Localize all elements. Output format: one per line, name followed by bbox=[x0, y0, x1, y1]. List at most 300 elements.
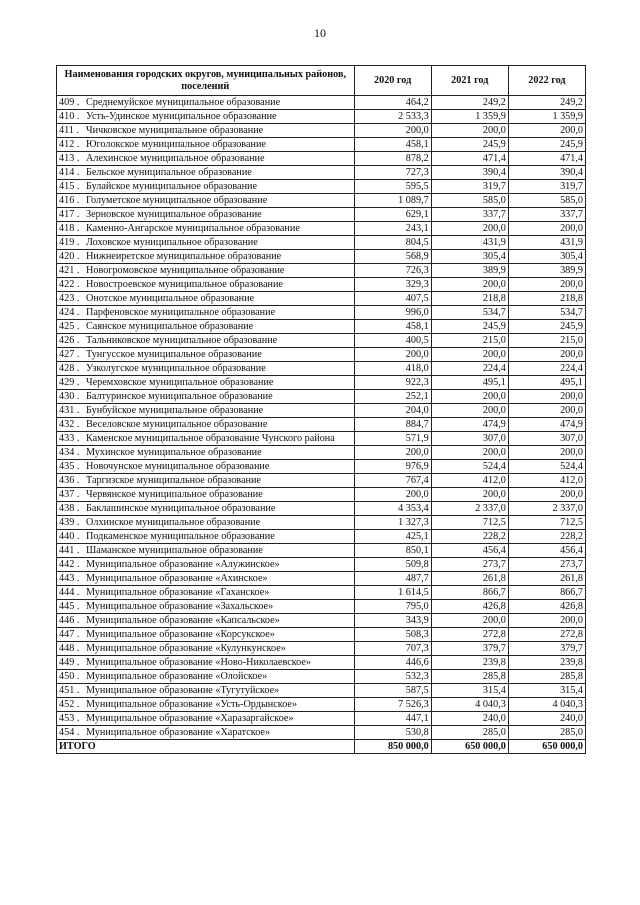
value-2022: 712,5 bbox=[508, 516, 585, 530]
row-number: 411 . bbox=[59, 125, 79, 136]
table-row bbox=[57, 110, 586, 124]
table-row bbox=[57, 236, 586, 250]
value-2022: 261,8 bbox=[508, 572, 585, 586]
table-row bbox=[57, 292, 586, 306]
value-2021: 412,0 bbox=[431, 474, 508, 488]
municipality-name: Чичковское муниципальное образование bbox=[86, 125, 264, 136]
value-2022: 390,4 bbox=[508, 166, 585, 180]
municipality-name: Тунгусское муниципальное образование bbox=[86, 349, 262, 360]
value-2022: 272,8 bbox=[508, 628, 585, 642]
table-row bbox=[57, 250, 586, 264]
municipality-cell bbox=[57, 404, 355, 418]
municipality-cell bbox=[57, 278, 355, 292]
value-2022: 412,0 bbox=[508, 474, 585, 488]
value-2021: 200,0 bbox=[431, 614, 508, 628]
municipality-name: Голуметское муниципальное образование bbox=[86, 195, 268, 206]
municipality-cell bbox=[57, 502, 355, 516]
value-2022: 337,7 bbox=[508, 208, 585, 222]
total-2021: 650 000,0 bbox=[431, 740, 508, 754]
row-number: 443 . bbox=[59, 573, 80, 584]
municipality-cell bbox=[57, 138, 355, 152]
municipality-name: Олхинское муниципальное образование bbox=[86, 517, 261, 528]
value-2021: 2 337,0 bbox=[431, 502, 508, 516]
header-2022: 2022 год bbox=[508, 66, 585, 96]
municipality-cell bbox=[57, 558, 355, 572]
table-body bbox=[57, 96, 586, 754]
municipality-name: Онотское муниципальное образование bbox=[86, 293, 255, 304]
municipality-cell bbox=[57, 600, 355, 614]
value-2022: 200,0 bbox=[508, 348, 585, 362]
total-row bbox=[57, 740, 586, 754]
municipality-cell bbox=[57, 516, 355, 530]
value-2020: 464,2 bbox=[354, 96, 431, 110]
value-2021: 200,0 bbox=[431, 488, 508, 502]
municipality-cell bbox=[57, 110, 355, 124]
municipality-cell bbox=[57, 712, 355, 726]
row-number: 434 . bbox=[59, 447, 80, 458]
municipality-name: Таргизское муниципальное образование bbox=[86, 475, 261, 486]
header-2020: 2020 год bbox=[354, 66, 431, 96]
value-2021: 307,0 bbox=[431, 432, 508, 446]
header-name-column: Наименования городских округов, муниципальных районов, поселений bbox=[57, 66, 355, 96]
table-row bbox=[57, 264, 586, 278]
municipality-cell bbox=[57, 474, 355, 488]
value-2022: 1 359,9 bbox=[508, 110, 585, 124]
municipality-name: Усть-Удинское муниципальное образование bbox=[86, 111, 277, 122]
value-2021: 379,7 bbox=[431, 642, 508, 656]
value-2020: 726,3 bbox=[354, 264, 431, 278]
value-2022: 285,0 bbox=[508, 726, 585, 740]
value-2020: 795,0 bbox=[354, 600, 431, 614]
table-row bbox=[57, 600, 586, 614]
value-2021: 585,0 bbox=[431, 194, 508, 208]
value-2022: 200,0 bbox=[508, 614, 585, 628]
row-number: 437 . bbox=[59, 489, 80, 500]
value-2021: 4 040,3 bbox=[431, 698, 508, 712]
municipality-cell bbox=[57, 222, 355, 236]
row-number: 436 . bbox=[59, 475, 80, 486]
row-number: 423 . bbox=[59, 293, 80, 304]
row-number: 420 . bbox=[59, 251, 80, 262]
municipality-name: Юголокское муниципальное образование bbox=[86, 139, 266, 150]
municipality-cell bbox=[57, 656, 355, 670]
table-row bbox=[57, 642, 586, 656]
municipality-cell bbox=[57, 530, 355, 544]
row-number: 429 . bbox=[59, 377, 80, 388]
value-2020: 571,9 bbox=[354, 432, 431, 446]
value-2020: 252,1 bbox=[354, 390, 431, 404]
municipality-name: Муниципальное образование «Ахинское» bbox=[86, 573, 268, 584]
value-2021: 426,8 bbox=[431, 600, 508, 614]
municipality-cell bbox=[57, 586, 355, 600]
municipality-cell bbox=[57, 642, 355, 656]
table-row bbox=[57, 348, 586, 362]
value-2022: 245,9 bbox=[508, 320, 585, 334]
value-2020: 7 526,3 bbox=[354, 698, 431, 712]
table-row bbox=[57, 558, 586, 572]
row-number: 446 . bbox=[59, 615, 80, 626]
value-2021: 272,8 bbox=[431, 628, 508, 642]
row-number: 417 . bbox=[59, 209, 80, 220]
table-row bbox=[57, 516, 586, 530]
table-row bbox=[57, 698, 586, 712]
municipality-name: Каменно-Ангарское муниципальное образование bbox=[86, 223, 300, 234]
table-row bbox=[57, 222, 586, 236]
row-number: 416 . bbox=[59, 195, 80, 206]
value-2020: 878,2 bbox=[354, 152, 431, 166]
value-2022: 200,0 bbox=[508, 390, 585, 404]
value-2022: 224,4 bbox=[508, 362, 585, 376]
value-2020: 587,5 bbox=[354, 684, 431, 698]
municipality-name: Балтуринское муниципальное образование bbox=[86, 391, 273, 402]
page-number: 10 bbox=[314, 26, 326, 40]
municipality-cell bbox=[57, 460, 355, 474]
row-number: 444 . bbox=[59, 587, 80, 598]
value-2021: 471,4 bbox=[431, 152, 508, 166]
municipality-name: Черемховское муниципальное образование bbox=[86, 377, 274, 388]
value-2022: 389,9 bbox=[508, 264, 585, 278]
value-2022: 200,0 bbox=[508, 124, 585, 138]
table-row bbox=[57, 404, 586, 418]
municipality-cell bbox=[57, 390, 355, 404]
value-2021: 1 359,9 bbox=[431, 110, 508, 124]
value-2022: 240,0 bbox=[508, 712, 585, 726]
municipality-cell bbox=[57, 208, 355, 222]
value-2022: 273,7 bbox=[508, 558, 585, 572]
value-2020: 509,8 bbox=[354, 558, 431, 572]
municipality-name: Веселовское муниципальное образование bbox=[86, 419, 268, 430]
value-2021: 224,4 bbox=[431, 362, 508, 376]
table-row bbox=[57, 572, 586, 586]
municipality-cell bbox=[57, 250, 355, 264]
value-2022: 866,7 bbox=[508, 586, 585, 600]
value-2020: 200,0 bbox=[354, 488, 431, 502]
value-2020: 532,3 bbox=[354, 670, 431, 684]
municipality-cell bbox=[57, 236, 355, 250]
value-2020: 1 327,3 bbox=[354, 516, 431, 530]
municipality-cell bbox=[57, 614, 355, 628]
row-number: 410 . bbox=[59, 111, 80, 122]
municipality-name: Муниципальное образование «Гаханское» bbox=[86, 587, 270, 598]
municipality-name: Среднемуйское муниципальное образование bbox=[86, 97, 281, 108]
municipality-name: Новогромовское муниципальное образование bbox=[86, 265, 285, 276]
row-number: 415 . bbox=[59, 181, 80, 192]
municipality-cell bbox=[57, 264, 355, 278]
table-row bbox=[57, 418, 586, 432]
value-2022: 200,0 bbox=[508, 446, 585, 460]
table-row bbox=[57, 712, 586, 726]
row-number: 450 . bbox=[59, 671, 80, 682]
municipality-name: Подкаменское муниципальное образование bbox=[86, 531, 275, 542]
municipality-name: Муниципальное образование «Тугутуйское» bbox=[86, 685, 280, 696]
municipality-cell bbox=[57, 292, 355, 306]
value-2021: 285,0 bbox=[431, 726, 508, 740]
row-number: 438 . bbox=[59, 503, 80, 514]
value-2022: 431,9 bbox=[508, 236, 585, 250]
value-2020: 922,3 bbox=[354, 376, 431, 390]
municipality-name: Алехинское муниципальное образование bbox=[86, 153, 265, 164]
municipality-cell bbox=[57, 684, 355, 698]
municipality-cell bbox=[57, 418, 355, 432]
municipality-name: Бельское муниципальное образование bbox=[86, 167, 252, 178]
total-2020: 850 000,0 bbox=[354, 740, 431, 754]
row-number: 442 . bbox=[59, 559, 80, 570]
municipality-name: Муниципальное образование «Харазаргайское» bbox=[86, 713, 294, 724]
row-number: 430 . bbox=[59, 391, 80, 402]
row-number: 433 . bbox=[59, 433, 80, 444]
row-number: 454 . bbox=[59, 727, 80, 738]
value-2021: 389,9 bbox=[431, 264, 508, 278]
municipality-name: Мухинское муниципальное образование bbox=[86, 447, 262, 458]
table-row bbox=[57, 306, 586, 320]
table-row bbox=[57, 124, 586, 138]
value-2020: 884,7 bbox=[354, 418, 431, 432]
value-2020: 204,0 bbox=[354, 404, 431, 418]
value-2022: 471,4 bbox=[508, 152, 585, 166]
value-2022: 2 337,0 bbox=[508, 502, 585, 516]
municipality-name: Булайское муниципальное образование bbox=[86, 181, 257, 192]
table-row bbox=[57, 362, 586, 376]
municipality-name: Червянское муниципальное образование bbox=[86, 489, 263, 500]
value-2022: 4 040,3 bbox=[508, 698, 585, 712]
row-number: 431 . bbox=[59, 405, 80, 416]
row-number: 427 . bbox=[59, 349, 80, 360]
value-2021: 245,9 bbox=[431, 320, 508, 334]
table-row bbox=[57, 432, 586, 446]
municipality-name: Муниципальное образование «Капсальское» bbox=[86, 615, 280, 626]
municipality-name: Баклашинское муниципальное образование bbox=[86, 503, 276, 514]
table-row bbox=[57, 628, 586, 642]
row-number: 424 . bbox=[59, 307, 80, 318]
municipality-name: Узколугское муниципальное образование bbox=[86, 363, 266, 374]
table-row bbox=[57, 544, 586, 558]
row-number: 440 . bbox=[59, 531, 80, 542]
value-2020: 767,4 bbox=[354, 474, 431, 488]
municipality-cell bbox=[57, 544, 355, 558]
value-2020: 343,9 bbox=[354, 614, 431, 628]
value-2021: 200,0 bbox=[431, 390, 508, 404]
row-number: 441 . bbox=[59, 545, 80, 556]
table-row bbox=[57, 488, 586, 502]
value-2022: 307,0 bbox=[508, 432, 585, 446]
table-row bbox=[57, 376, 586, 390]
row-number: 453 . bbox=[59, 713, 80, 724]
municipality-cell bbox=[57, 488, 355, 502]
table-row bbox=[57, 474, 586, 488]
value-2021: 319,7 bbox=[431, 180, 508, 194]
value-2022: 315,4 bbox=[508, 684, 585, 698]
value-2022: 200,0 bbox=[508, 278, 585, 292]
row-number: 425 . bbox=[59, 321, 80, 332]
row-number: 428 . bbox=[59, 363, 80, 374]
value-2022: 228,2 bbox=[508, 530, 585, 544]
municipality-name: Новочунское муниципальное образование bbox=[86, 461, 270, 472]
value-2021: 315,4 bbox=[431, 684, 508, 698]
table-row bbox=[57, 278, 586, 292]
total-2022: 650 000,0 bbox=[508, 740, 585, 754]
row-number: 422 . bbox=[59, 279, 80, 290]
budget-table bbox=[56, 65, 586, 754]
municipality-name: Парфеновское муниципальное образование bbox=[86, 307, 276, 318]
municipality-cell bbox=[57, 362, 355, 376]
value-2022: 495,1 bbox=[508, 376, 585, 390]
table-row bbox=[57, 586, 586, 600]
value-2020: 407,5 bbox=[354, 292, 431, 306]
row-number: 413 . bbox=[59, 153, 80, 164]
value-2021: 200,0 bbox=[431, 348, 508, 362]
municipality-cell bbox=[57, 124, 355, 138]
value-2020: 707,3 bbox=[354, 642, 431, 656]
value-2021: 456,4 bbox=[431, 544, 508, 558]
value-2020: 1 089,7 bbox=[354, 194, 431, 208]
value-2021: 474,9 bbox=[431, 418, 508, 432]
municipality-cell bbox=[57, 306, 355, 320]
municipality-cell bbox=[57, 166, 355, 180]
value-2022: 319,7 bbox=[508, 180, 585, 194]
value-2022: 305,4 bbox=[508, 250, 585, 264]
value-2021: 431,9 bbox=[431, 236, 508, 250]
value-2022: 200,0 bbox=[508, 222, 585, 236]
value-2021: 534,7 bbox=[431, 306, 508, 320]
municipality-name: Муниципальное образование «Корсукское» bbox=[86, 629, 275, 640]
value-2020: 530,8 bbox=[354, 726, 431, 740]
value-2022: 524,4 bbox=[508, 460, 585, 474]
municipality-cell bbox=[57, 334, 355, 348]
municipality-name: Муниципальное образование «Захальское» bbox=[86, 601, 274, 612]
table-row bbox=[57, 460, 586, 474]
row-number: 439 . bbox=[59, 517, 80, 528]
value-2020: 996,0 bbox=[354, 306, 431, 320]
value-2020: 568,9 bbox=[354, 250, 431, 264]
municipality-cell bbox=[57, 628, 355, 642]
value-2020: 508,3 bbox=[354, 628, 431, 642]
row-number: 412 . bbox=[59, 139, 80, 150]
table-row bbox=[57, 446, 586, 460]
value-2022: 426,8 bbox=[508, 600, 585, 614]
value-2020: 4 353,4 bbox=[354, 502, 431, 516]
total-label: ИТОГО bbox=[57, 740, 355, 754]
municipality-name: Бунбуйское муниципальное образование bbox=[86, 405, 264, 416]
value-2020: 446,6 bbox=[354, 656, 431, 670]
municipality-name: Шаманское муниципальное образование bbox=[86, 545, 263, 556]
value-2022: 218,8 bbox=[508, 292, 585, 306]
value-2020: 243,1 bbox=[354, 222, 431, 236]
value-2021: 305,4 bbox=[431, 250, 508, 264]
municipality-cell bbox=[57, 320, 355, 334]
value-2021: 249,2 bbox=[431, 96, 508, 110]
value-2021: 215,0 bbox=[431, 334, 508, 348]
municipality-cell bbox=[57, 572, 355, 586]
municipality-cell bbox=[57, 348, 355, 362]
value-2020: 400,5 bbox=[354, 334, 431, 348]
value-2021: 200,0 bbox=[431, 446, 508, 460]
municipality-name: Зерновское муниципальное образование bbox=[86, 209, 262, 220]
municipality-name: Муниципальное образование «Усть-Ордынское» bbox=[86, 699, 298, 710]
value-2022: 285,8 bbox=[508, 670, 585, 684]
table-row bbox=[57, 390, 586, 404]
value-2021: 245,9 bbox=[431, 138, 508, 152]
value-2022: 534,7 bbox=[508, 306, 585, 320]
value-2021: 285,8 bbox=[431, 670, 508, 684]
value-2021: 228,2 bbox=[431, 530, 508, 544]
municipality-name: Лоховское муниципальное образование bbox=[86, 237, 258, 248]
value-2022: 239,8 bbox=[508, 656, 585, 670]
value-2020: 200,0 bbox=[354, 124, 431, 138]
municipality-name: Муниципальное образование «Харатское» bbox=[86, 727, 271, 738]
table-row bbox=[57, 684, 586, 698]
value-2020: 200,0 bbox=[354, 348, 431, 362]
municipality-name: Муниципальное образование «Ново-Николаевское» bbox=[86, 657, 311, 668]
row-number: 452 . bbox=[59, 699, 80, 710]
value-2022: 245,9 bbox=[508, 138, 585, 152]
municipality-cell bbox=[57, 446, 355, 460]
value-2022: 456,4 bbox=[508, 544, 585, 558]
table-row bbox=[57, 502, 586, 516]
municipality-name: Нижнеиретское муниципальное образование bbox=[86, 251, 282, 262]
row-number: 449 . bbox=[59, 657, 80, 668]
municipality-cell bbox=[57, 180, 355, 194]
value-2021: 218,8 bbox=[431, 292, 508, 306]
value-2020: 850,1 bbox=[354, 544, 431, 558]
value-2021: 866,7 bbox=[431, 586, 508, 600]
municipality-name: Каменское муниципальное образование Чунского района bbox=[86, 433, 335, 444]
value-2022: 379,7 bbox=[508, 642, 585, 656]
row-number: 409 . bbox=[59, 97, 80, 108]
table-row bbox=[57, 180, 586, 194]
value-2021: 337,7 bbox=[431, 208, 508, 222]
value-2022: 585,0 bbox=[508, 194, 585, 208]
value-2021: 390,4 bbox=[431, 166, 508, 180]
table-row bbox=[57, 530, 586, 544]
municipality-cell bbox=[57, 152, 355, 166]
value-2021: 524,4 bbox=[431, 460, 508, 474]
value-2021: 273,7 bbox=[431, 558, 508, 572]
value-2021: 200,0 bbox=[431, 404, 508, 418]
municipality-cell bbox=[57, 376, 355, 390]
table-row bbox=[57, 320, 586, 334]
municipality-name: Новостроевское муниципальное образование bbox=[86, 279, 283, 290]
municipality-name: Муниципальное образование «Кулункунское» bbox=[86, 643, 286, 654]
value-2022: 249,2 bbox=[508, 96, 585, 110]
table-row bbox=[57, 334, 586, 348]
row-number: 447 . bbox=[59, 629, 80, 640]
municipality-cell bbox=[57, 432, 355, 446]
value-2022: 200,0 bbox=[508, 488, 585, 502]
value-2020: 487,7 bbox=[354, 572, 431, 586]
header-2021: 2021 год bbox=[431, 66, 508, 96]
municipality-name: Саянское муниципальное образование bbox=[86, 321, 254, 332]
table-header-row bbox=[57, 66, 586, 96]
value-2020: 329,3 bbox=[354, 278, 431, 292]
municipality-cell bbox=[57, 698, 355, 712]
row-number: 419 . bbox=[59, 237, 80, 248]
value-2020: 447,1 bbox=[354, 712, 431, 726]
value-2020: 804,5 bbox=[354, 236, 431, 250]
table-row bbox=[57, 96, 586, 110]
value-2020: 458,1 bbox=[354, 320, 431, 334]
table-row bbox=[57, 208, 586, 222]
value-2021: 712,5 bbox=[431, 516, 508, 530]
row-number: 418 . bbox=[59, 223, 80, 234]
municipality-name: Муниципальное образование «Алужинское» bbox=[86, 559, 280, 570]
row-number: 421 . bbox=[59, 265, 80, 276]
table-row bbox=[57, 614, 586, 628]
value-2022: 200,0 bbox=[508, 404, 585, 418]
table-row bbox=[57, 194, 586, 208]
table-row bbox=[57, 152, 586, 166]
row-number: 445 . bbox=[59, 601, 80, 612]
row-number: 435 . bbox=[59, 461, 80, 472]
